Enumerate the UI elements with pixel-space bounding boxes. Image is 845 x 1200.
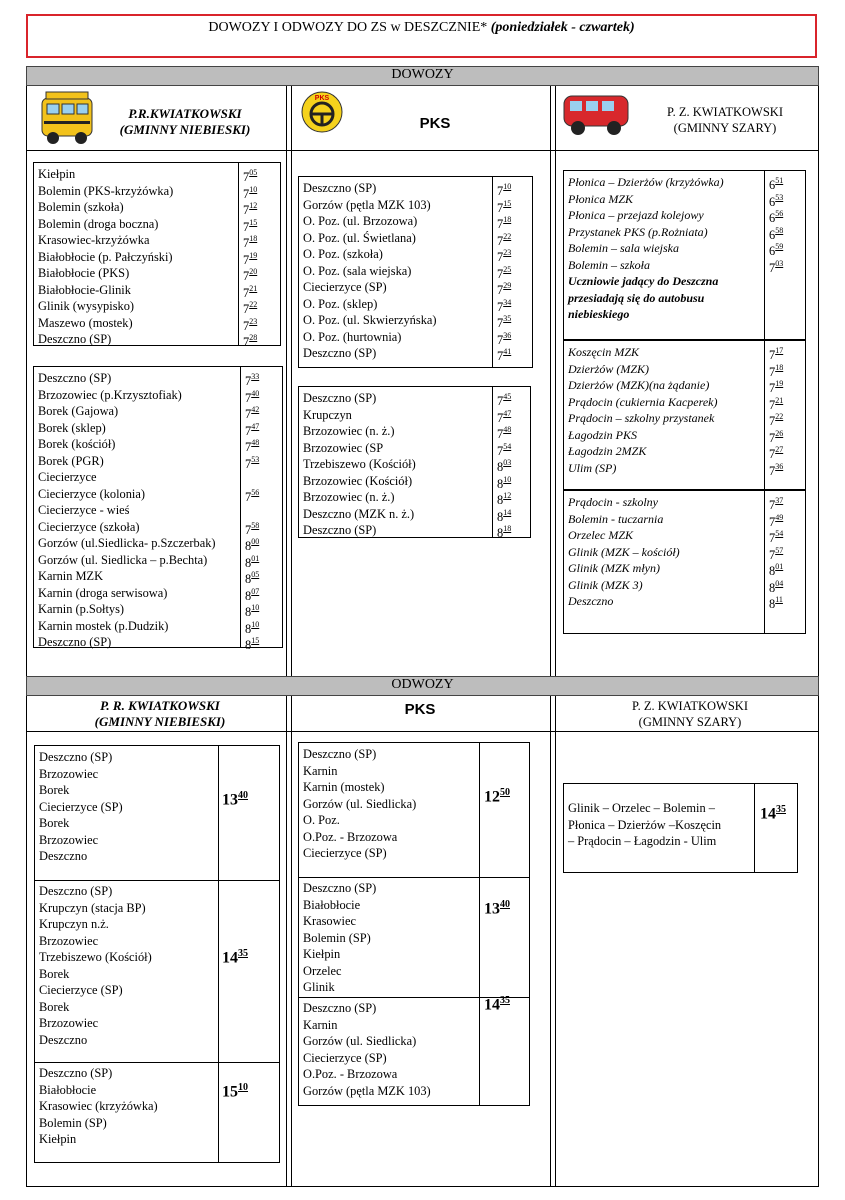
stop-name: Glinik (MZK 3) bbox=[568, 577, 643, 592]
departure-time: $8^{04}$ bbox=[769, 578, 784, 595]
departure-time: $8^{00}$ bbox=[245, 537, 260, 554]
departure-time: $7^{15}$ bbox=[497, 198, 512, 215]
stop-name: Białobłocie bbox=[39, 1082, 97, 1097]
dowozy-left-table-2 bbox=[33, 366, 283, 653]
stop-name: Bolemin – sala wiejska bbox=[568, 241, 679, 255]
departure-time: $13^{40}$ bbox=[484, 899, 510, 918]
stop-name: Borek (kościół) bbox=[38, 437, 116, 451]
stop-name: Gorzów (pętla MZK 103) bbox=[303, 197, 431, 212]
stop-name: Ciecierzyce (szkoła) bbox=[38, 519, 140, 534]
stop-name: Glinik – Orzelec – Bolemin – bbox=[568, 801, 715, 815]
departure-time: $14^{35}$ bbox=[760, 804, 786, 823]
stop-name: Deszczno bbox=[568, 594, 614, 608]
stop-name: Deszczno (SP) bbox=[303, 1001, 377, 1015]
departure-time: $12^{50}$ bbox=[484, 787, 510, 806]
stop-name: Deszczno (SP) bbox=[38, 332, 112, 346]
stop-name: Glinik (MZK młyn) bbox=[568, 561, 660, 575]
odwozy-mid-header: PKS bbox=[404, 701, 436, 718]
stop-name: Deszczno (SP) bbox=[38, 371, 112, 385]
stop-name: Krasowiec-krzyżówka bbox=[38, 233, 150, 247]
departure-time: $7^{58}$ bbox=[245, 520, 260, 537]
stop-name: Ciecierzyce - wieś bbox=[38, 503, 130, 517]
stop-name: Karnin mostek (p.Dudzik) bbox=[38, 618, 169, 633]
departure-time: $7^{48}$ bbox=[497, 425, 512, 442]
departure-time: $14^{35}$ bbox=[484, 995, 510, 1014]
stop-name: Gorzów (ul. Siedlicka) bbox=[303, 796, 417, 811]
stop-name: Deszczno (SP) bbox=[38, 635, 112, 649]
stop-name: Gorzów (ul.Siedlicka- p.Szczerbak) bbox=[38, 536, 216, 550]
dowozy-left-header: P.R.KWIATKOWSKI (GMINNY NIEBIESKI) bbox=[119, 106, 251, 137]
departure-time: $7^{21}$ bbox=[243, 283, 258, 300]
stop-name: O. Poz. (szkoła) bbox=[303, 247, 383, 261]
dowozy-mid-header: PKS bbox=[419, 115, 451, 132]
stop-name: Kiełpin bbox=[39, 1132, 77, 1146]
stop-name: Bolemin (SP) bbox=[303, 930, 371, 945]
departure-time: $7^{47}$ bbox=[245, 421, 260, 438]
stop-name: Karnin bbox=[303, 1017, 338, 1032]
stop-name: O. Poz. (ul. Świetlana) bbox=[303, 230, 416, 245]
stop-name: O. Poz. (ul. Skwierzyńska) bbox=[303, 313, 437, 327]
stop-name: Ciecierzyce (SP) bbox=[303, 846, 387, 860]
odwozy-mid-table bbox=[298, 742, 530, 1106]
departure-time: $7^{54}$ bbox=[769, 529, 784, 546]
departure-time: $7^{28}$ bbox=[243, 333, 258, 350]
stop-name: Białobłocie-Glinik bbox=[38, 282, 131, 297]
departure-time: $7^{15}$ bbox=[243, 217, 258, 234]
departure-time: $6^{56}$ bbox=[769, 209, 784, 226]
stop-name: Płonica MZK bbox=[568, 191, 633, 206]
stop-name: Gorzów (pętla MZK 103) bbox=[303, 1083, 431, 1098]
departure-time: $7^{10}$ bbox=[497, 182, 512, 199]
departure-time: $6^{53}$ bbox=[769, 192, 784, 209]
stop-name: Maszewo (mostek) bbox=[38, 315, 133, 330]
frame-left bbox=[26, 86, 27, 1186]
dowozy-section-label: DOWOZY bbox=[26, 66, 819, 86]
stop-name: Brzozowiec (n. ż.) bbox=[303, 424, 395, 438]
departure-time: $7^{42}$ bbox=[245, 405, 260, 422]
odwozy-left-table bbox=[34, 745, 280, 1163]
departure-time: $7^{22}$ bbox=[243, 300, 258, 317]
red-bus-icon bbox=[560, 88, 632, 138]
departure-time: $7^{35}$ bbox=[497, 314, 512, 331]
title-main: DOWOZY I ODWOZY DO ZS w DESZCZNIE* bbox=[208, 20, 488, 35]
departure-time: $7^{49}$ bbox=[769, 512, 784, 529]
stop-name: Borek bbox=[39, 783, 70, 797]
stop-name: Koszęcin MZK bbox=[568, 345, 640, 359]
departure-time: $8^{18}$ bbox=[497, 524, 512, 541]
departure-time: $14^{35}$ bbox=[222, 948, 248, 967]
stop-name: O.Poz. - Brzozowa bbox=[303, 1067, 398, 1081]
stop-name: Ciecierzyce (SP) bbox=[39, 799, 123, 814]
stop-name: Deszczno (MZK n. ż.) bbox=[303, 506, 415, 521]
stop-name: Deszczno (SP) bbox=[303, 346, 377, 360]
departure-time: $8^{10}$ bbox=[497, 474, 512, 491]
stop-name: Glinik bbox=[303, 980, 335, 994]
stop-name: O.Poz. - Brzozowa bbox=[303, 829, 398, 844]
departure-time: $8^{05}$ bbox=[245, 570, 260, 587]
stop-name: Deszczno bbox=[39, 849, 88, 863]
departure-time: $7^{41}$ bbox=[497, 347, 512, 364]
stop-name: Krasowiec bbox=[303, 914, 356, 928]
departure-time: $7^{22}$ bbox=[769, 412, 784, 429]
stop-name: – Prądocin – Łagodzin - Ulim bbox=[568, 834, 717, 848]
departure-time: $8^{03}$ bbox=[497, 458, 512, 475]
stop-name: Borek (Gajowa) bbox=[38, 404, 119, 418]
pks-logo-icon bbox=[300, 90, 344, 134]
stop-name: Prądocin - szkolny bbox=[568, 495, 658, 509]
header-divider bbox=[26, 150, 819, 151]
stop-name: Karnin bbox=[303, 763, 338, 778]
stop-name: Ciecierzyce (SP) bbox=[303, 280, 387, 294]
departure-time: $7^{45}$ bbox=[497, 392, 512, 409]
stop-name: Brzozowiec bbox=[39, 766, 99, 781]
stop-name: Karnin (droga serwisowa) bbox=[38, 585, 168, 600]
stop-name: Borek bbox=[39, 816, 70, 830]
departure-time: $7^{33}$ bbox=[245, 372, 260, 389]
stop-name: Deszczno (SP) bbox=[39, 750, 113, 764]
departure-time: $7^{20}$ bbox=[243, 267, 258, 284]
stop-name: Deszczno bbox=[39, 1032, 88, 1047]
departure-time: $7^{18}$ bbox=[769, 362, 784, 379]
stop-name: Bolemin (SP) bbox=[39, 1115, 107, 1130]
departure-time: $7^{19}$ bbox=[769, 379, 784, 396]
stop-name: Bolemin (PKS-krzyżówka) bbox=[38, 183, 174, 198]
col-sep-1b bbox=[291, 86, 292, 1186]
stop-name: Ciecierzyce (SP) bbox=[39, 983, 123, 997]
dowozy-right-table-2 bbox=[563, 340, 806, 490]
stop-name: Trzebiszewo (Kościół) bbox=[39, 950, 152, 964]
stop-name: Płonica – przejazd kolejowy bbox=[568, 208, 704, 222]
departure-time: $7^{53}$ bbox=[245, 454, 260, 471]
stop-name: Karnin MZK bbox=[38, 569, 104, 583]
stop-name: Łagodzin 2MZK bbox=[568, 444, 647, 458]
stop-name: Ciecierzyce bbox=[38, 470, 97, 484]
stop-name: Ciecierzyce (SP) bbox=[303, 1050, 387, 1065]
stop-name: Płonica – Dzierżów (krzyżówka) bbox=[568, 175, 724, 189]
departure-time: $7^{17}$ bbox=[769, 346, 784, 363]
stop-name: Deszczno (SP) bbox=[303, 523, 377, 537]
departure-time: $6^{58}$ bbox=[769, 225, 784, 242]
dowozy-left-table-1 bbox=[33, 162, 281, 350]
stop-name: Płonica – Dzierżów –Koszęcin bbox=[568, 817, 722, 832]
departure-time: $7^{10}$ bbox=[243, 184, 258, 201]
stop-name: O. Poz. (sala wiejska) bbox=[303, 263, 412, 278]
stop-name: Prądocin – szkolny przystanek bbox=[568, 411, 715, 425]
stop-name: Karnin (p.Sołtys) bbox=[38, 602, 125, 616]
odwozy-header-divider bbox=[26, 731, 819, 732]
stop-name: Białobłocie (PKS) bbox=[38, 266, 130, 280]
stop-name: Deszczno (SP) bbox=[303, 391, 377, 405]
dowozy-right-table-1 bbox=[563, 170, 806, 340]
stop-name: Trzebiszewo (Kościół) bbox=[303, 457, 416, 471]
stop-name: Brzozowiec (p.Krzysztofiak) bbox=[38, 387, 182, 402]
title-days: (poniedziałek - czwartek) bbox=[490, 20, 635, 35]
stop-name: Deszczno (SP) bbox=[39, 1066, 113, 1080]
departure-time: $7^{54}$ bbox=[497, 441, 512, 458]
stop-name: Brzozowiec (SP bbox=[303, 440, 384, 455]
departure-time: $7^{22}$ bbox=[497, 231, 512, 248]
departure-time: $7^{25}$ bbox=[497, 264, 512, 281]
stop-name: Ulim (SP) bbox=[568, 460, 617, 475]
departure-time: $6^{51}$ bbox=[769, 176, 784, 193]
stop-name: Brzozowiec bbox=[39, 832, 99, 847]
departure-time: $7^{18}$ bbox=[243, 234, 258, 251]
stop-name: Brzozowiec bbox=[39, 1016, 99, 1030]
stop-name: O. Poz. (ul. Brzozowa) bbox=[303, 214, 418, 228]
stop-name: Kiełpin bbox=[38, 167, 76, 181]
departure-time: $7^{36}$ bbox=[497, 330, 512, 347]
departure-time: $7^{48}$ bbox=[245, 438, 260, 455]
stop-name: Brzozowiec (n. ż.) bbox=[303, 490, 395, 504]
departure-time: $8^{01}$ bbox=[769, 562, 784, 579]
departure-time: $7^{57}$ bbox=[769, 545, 784, 562]
stop-name: Borek (sklep) bbox=[38, 420, 106, 435]
departure-time: $6^{59}$ bbox=[769, 242, 784, 259]
departure-time: $7^{18}$ bbox=[497, 215, 512, 232]
stop-name: Ciecierzyce (kolonia) bbox=[38, 486, 145, 501]
departure-time: $7^{26}$ bbox=[769, 428, 784, 445]
stop-name: Glinik (MZK – kościół) bbox=[568, 544, 680, 559]
stop-name: Borek (PGR) bbox=[38, 453, 104, 468]
departure-time: $7^{21}$ bbox=[769, 395, 784, 412]
stop-name: Deszczno (SP) bbox=[39, 884, 113, 898]
departure-time: $7^{19}$ bbox=[243, 250, 258, 267]
departure-time: $7^{56}$ bbox=[245, 487, 260, 504]
departure-time: $8^{01}$ bbox=[245, 553, 260, 570]
school-bus-icon bbox=[36, 88, 98, 146]
stop-name: Karnin (mostek) bbox=[303, 780, 385, 794]
dowozy-right-header: P. Z. KWIATKOWSKI (GMINNY SZARY) bbox=[667, 105, 783, 135]
stop-name: Bolemin - tuczarnia bbox=[568, 511, 664, 526]
departure-time: $7^{47}$ bbox=[497, 408, 512, 425]
odwozy-right-table bbox=[563, 783, 798, 873]
col-sep-2a bbox=[550, 86, 551, 1186]
stop-name: Borek bbox=[39, 966, 70, 981]
departure-time: $7^{12}$ bbox=[243, 201, 258, 218]
departure-time: $8^{10}$ bbox=[245, 603, 260, 620]
stop-name: Deszczno (SP) bbox=[303, 747, 377, 761]
departure-time: $7^{03}$ bbox=[769, 258, 784, 275]
stop-name: Krupczyn bbox=[303, 407, 352, 422]
odwozy-right-header: P. Z. KWIATKOWSKI (GMINNY SZARY) bbox=[632, 699, 748, 729]
stop-name: Białobłocie (p. Pałczyński) bbox=[38, 249, 173, 264]
odwozy-left-header: P. R. KWIATKOWSKI (GMINNY NIEBIESKI) bbox=[94, 698, 226, 729]
stop-name: Dzierżów (MZK)(na żądanie) bbox=[568, 378, 710, 392]
stop-name: O. Poz. (sklep) bbox=[303, 296, 378, 311]
departure-time bbox=[245, 502, 259, 519]
departure-time: $8^{10}$ bbox=[245, 619, 260, 636]
svg-text:PKS: PKS bbox=[314, 95, 330, 102]
frame-right bbox=[818, 86, 819, 1186]
page-title bbox=[26, 14, 817, 58]
stop-name: O. Poz. bbox=[303, 813, 340, 827]
stop-name: Brzozowiec bbox=[39, 933, 99, 948]
departure-time: $7^{27}$ bbox=[769, 445, 784, 462]
stop-name: Przystanek PKS (p.Rożniata) bbox=[568, 224, 708, 239]
departure-time: $8^{12}$ bbox=[497, 491, 512, 508]
stop-name: Bolemin (szkoła) bbox=[38, 200, 124, 214]
stop-name: Gorzów (ul. Siedlicka) bbox=[303, 1034, 417, 1048]
dowozy-mid-table-2 bbox=[298, 386, 531, 541]
stop-name: Kiełpin bbox=[303, 947, 341, 961]
odwozy-section-label: ODWOZY bbox=[26, 676, 819, 696]
stop-name: Deszczno (SP) bbox=[303, 881, 377, 895]
departure-time: $8^{14}$ bbox=[497, 507, 512, 524]
departure-time: $15^{10}$ bbox=[222, 1082, 248, 1101]
stop-name: O. Poz. (hurtownia) bbox=[303, 329, 402, 344]
departure-time: $7^{36}$ bbox=[769, 461, 784, 478]
col-sep-2b bbox=[555, 86, 556, 1186]
stop-name: Białobłocie bbox=[303, 897, 361, 912]
departure-time: $7^{05}$ bbox=[243, 168, 258, 185]
stop-name: Prądocin (cukiernia Kacperek) bbox=[568, 394, 718, 409]
stop-name: Krupczyn n.ż. bbox=[39, 917, 109, 931]
departure-time: $13^{40}$ bbox=[222, 790, 248, 809]
stop-name: Łagodzin PKS bbox=[568, 427, 638, 442]
departure-time: $7^{29}$ bbox=[497, 281, 512, 298]
stop-name: Gorzów (ul. Siedlicka – p.Bechta) bbox=[38, 552, 208, 567]
stop-name: Brzozowiec (Kościół) bbox=[303, 473, 413, 488]
departure-time: $7^{40}$ bbox=[245, 388, 260, 405]
transfer-note: Uczniowie jadący do Deszczna przesiadają się do autobusu niebieskiego bbox=[568, 274, 719, 321]
stop-name: Orzelec MZK bbox=[568, 528, 633, 542]
stop-name: Borek bbox=[39, 999, 70, 1014]
stop-name: Bolemin – szkoła bbox=[568, 257, 650, 272]
departure-time: $7^{23}$ bbox=[243, 316, 258, 333]
departure-time: $8^{15}$ bbox=[245, 636, 260, 653]
stop-name: Deszczno (SP) bbox=[303, 181, 377, 195]
dowozy-mid-table-1 bbox=[298, 176, 533, 368]
departure-time bbox=[245, 469, 259, 486]
stop-name: Krupczyn (stacja BP) bbox=[39, 900, 146, 915]
stop-name: Krasowiec (krzyżówka) bbox=[39, 1099, 158, 1113]
stop-name: Orzelec bbox=[303, 963, 342, 978]
col-sep-1a bbox=[286, 86, 287, 1186]
departure-time: $7^{37}$ bbox=[769, 496, 784, 513]
departure-time: $8^{11}$ bbox=[769, 595, 783, 612]
stop-name: Bolemin (droga boczna) bbox=[38, 216, 159, 231]
dowozy-right-table-3 bbox=[563, 490, 806, 634]
frame-bottom bbox=[26, 1186, 819, 1187]
stop-name: Dzierżów (MZK) bbox=[568, 361, 650, 376]
departure-time: $7^{23}$ bbox=[497, 248, 512, 265]
stop-name: Glinik (wysypisko) bbox=[38, 299, 135, 313]
departure-time: $8^{07}$ bbox=[245, 586, 260, 603]
departure-time: $7^{34}$ bbox=[497, 297, 512, 314]
